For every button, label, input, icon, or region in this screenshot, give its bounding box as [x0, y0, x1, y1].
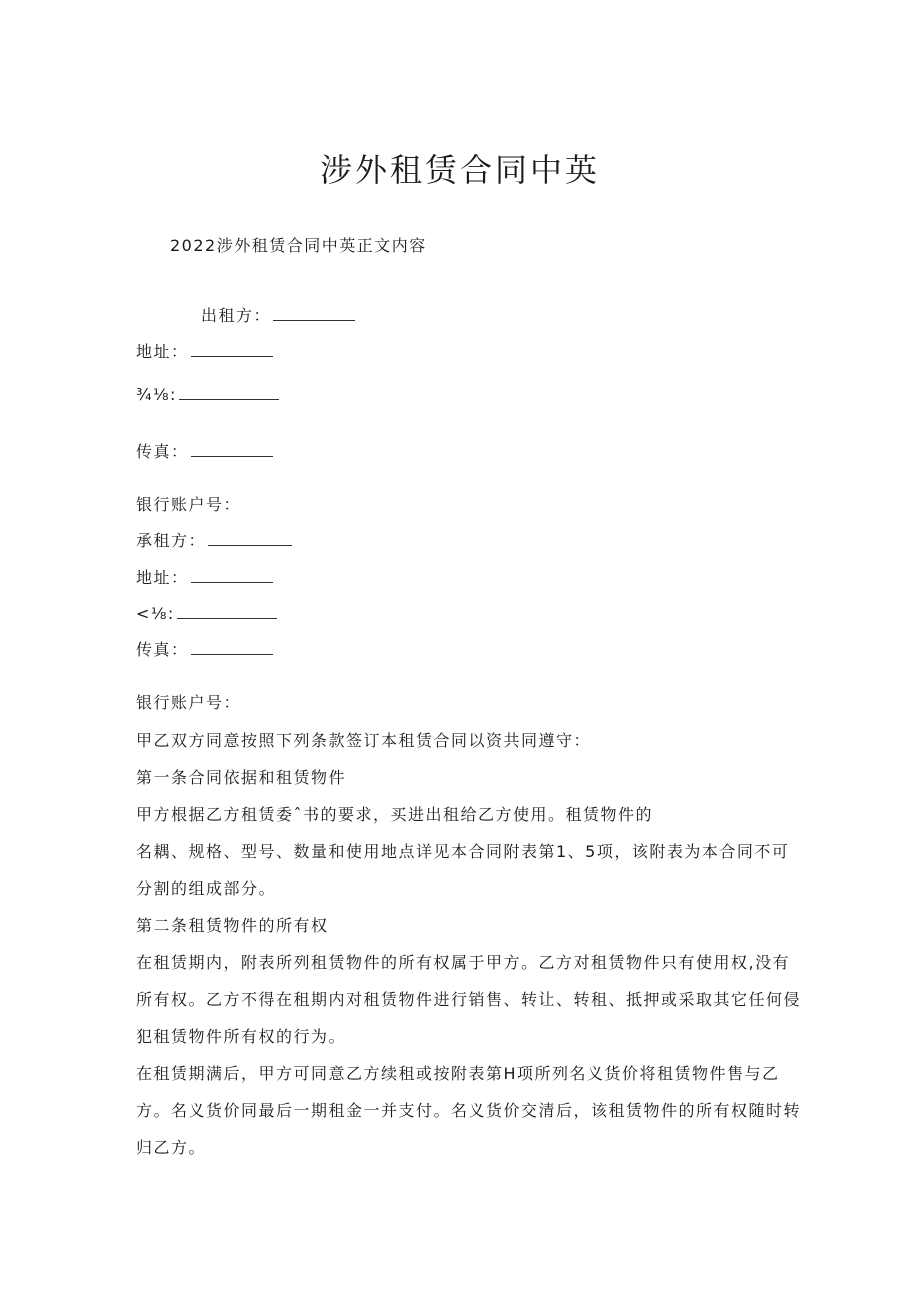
- document-subtitle: 2022涉外租赁合同中英正文内容: [170, 236, 427, 255]
- lessee-phone-label: <⅛:: [136, 604, 175, 623]
- lessor-fax-blank: [191, 442, 273, 457]
- body-line: 分割的组成部分。: [136, 879, 277, 898]
- lessor-address-field: [136, 341, 273, 363]
- lessee-phone-blank: [177, 604, 277, 619]
- lessee-address-blank: [191, 568, 273, 583]
- body-line: 归乙方。: [136, 1138, 207, 1157]
- lessor-address-blank: [191, 342, 273, 357]
- lessor-phone-blank: [179, 385, 279, 400]
- lessor-name-label: 出租方：: [201, 306, 272, 325]
- lessee-bank-label: 银行账户号：: [136, 693, 242, 712]
- body-line: 在租赁期内，附表所列租赁物件的所有权属于甲方。乙方对租赁物件只有使用权,没有: [136, 953, 791, 972]
- article-2-heading: 第二条租赁物件的所有权: [136, 916, 329, 935]
- lessor-fax-label: 传真：: [136, 442, 189, 461]
- lessor-name-blank: [273, 306, 355, 321]
- body-line: 甲方根据乙方租赁委ˆ书的要求，买进出租给乙方使用。租赁物件的: [136, 805, 654, 824]
- body-line: 方。名义货价同最后一期租金一并支付。名义货价交清后，该租赁物件的所有权随时转: [136, 1101, 802, 1120]
- article-1-heading: 第一条合同依据和租赁物件: [136, 768, 347, 787]
- lessee-fax-blank: [191, 640, 273, 655]
- lessor-bank-label: 银行账户号：: [136, 495, 242, 514]
- lessor-phone-label: ¾⅛:: [136, 385, 177, 404]
- lessor-name-field: [201, 305, 355, 327]
- lessee-name-label: 承租方：: [136, 531, 207, 550]
- document-title: 涉外租赁合同中英: [319, 151, 600, 189]
- lessee-address-label: 地址：: [136, 568, 189, 587]
- lessee-name-field: [136, 530, 292, 552]
- contract-body: [136, 722, 802, 1166]
- lessor-address-label: 地址：: [136, 342, 189, 361]
- lessee-name-blank: [208, 531, 292, 546]
- lessee-fax-label: 传真：: [136, 640, 189, 659]
- lessee-phone-field: [136, 603, 277, 625]
- lessor-fax-field: [136, 441, 273, 463]
- lessee-fax-field: [136, 639, 273, 661]
- lessee-address-field: [136, 567, 273, 589]
- body-line: 甲乙双方同意按照下列条款签订本租赁合同以资共同遵守：: [136, 731, 592, 750]
- body-line: 名耦、规格、型号、数量和使用地点详见本合同附表第1、5项，该附表为本合同不可: [136, 842, 790, 861]
- body-line: 在租赁期满后，甲方可同意乙方续租或按附表第H项所列名义货价将租赁物件售与乙: [136, 1064, 780, 1083]
- lessor-phone-field: [136, 384, 279, 406]
- body-line: 犯租赁物件所有权的行为。: [136, 1027, 347, 1046]
- body-line: 所有权。乙方不得在租期内对租赁物件进行销售、转让、转租、抵押或采取其它任何侵: [136, 990, 802, 1009]
